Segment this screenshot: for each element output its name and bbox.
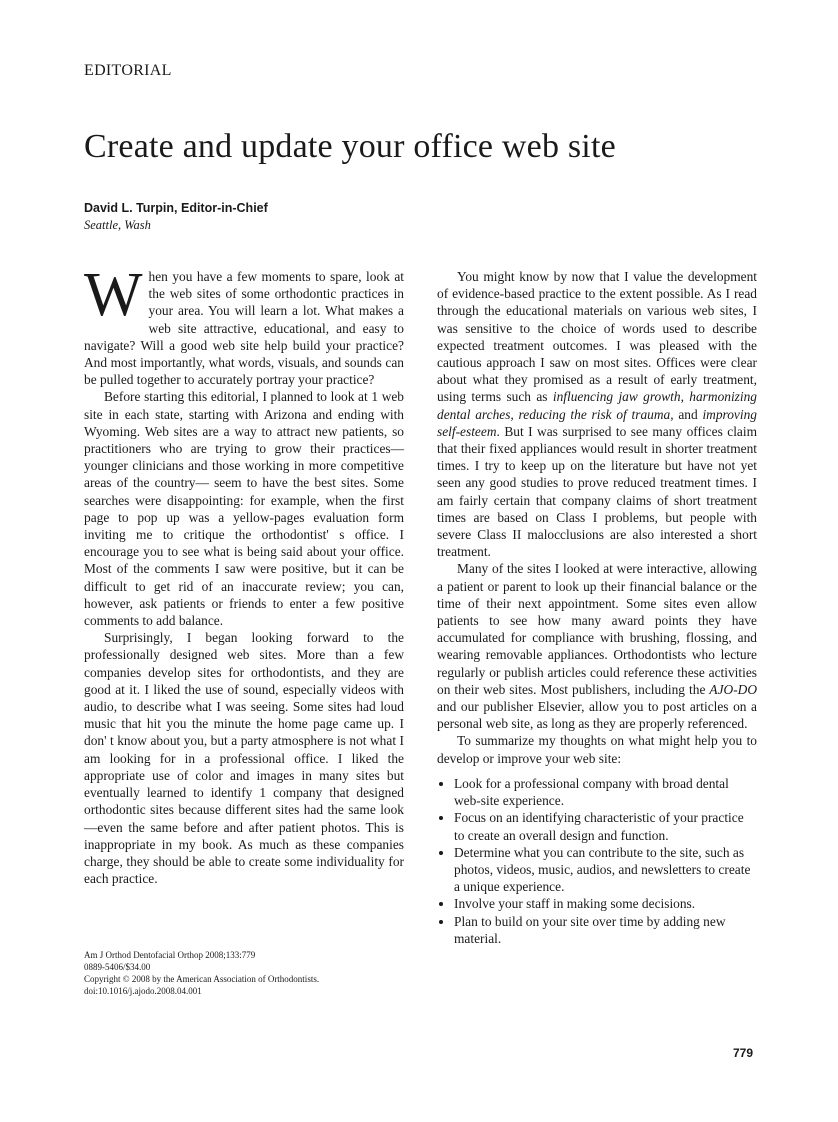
right-p1-italic-terms: influencing jaw growth, harmonizing dental arches, reducing the risk of trauma, — [437, 389, 757, 422]
list-item: • Involve your staff in making some decisions. — [454, 895, 757, 912]
right-paragraph-3: To summarize my thoughts on what might help you to develop or improve your web site: — [437, 733, 757, 766]
right-p1-italic-term: improving self-esteem — [437, 406, 757, 439]
page-number: 779 — [733, 1046, 754, 1060]
issn: 0889-5406/$34.00 — [84, 962, 151, 972]
left-paragraph-1-text: hen you have a few moments to spare, look at the web sites of some orthodontic practices in your area. You will learn a lot. What makes a web site attractive, educational, and easy to navigate? Will a good web site help build your practice? And most importantly, what words, visuals, and sounds can be pulled together to accurately portray your practice? — [84, 269, 404, 388]
list-item: • Plan to build on your site over time by adding new material. — [454, 913, 757, 947]
right-column — [437, 268, 757, 947]
citation: Am J Orthod Dentofacial Orthop 2008;133:779 — [84, 950, 256, 960]
list-item: • Determine what you can contribute to the site, such as photos, videos, music, audios, and newsletters to create a unique experience. — [454, 844, 757, 896]
drop-cap: W — [84, 261, 143, 329]
footnote — [84, 949, 384, 997]
right-paragraph-2 — [437, 560, 757, 732]
right-paragraph-1 — [437, 268, 757, 560]
right-p1-text-b: and — [673, 406, 703, 422]
right-p1-text-a: You might know by now that I value the development of evidence-based practice to the extent possible. As I read through the educational materials on various web sites, I was sensitive to the choice of words used to describe expected treatment outcomes. I was pleased with the cautious approach I saw on most sites. Offices were clear about what they promised as a result of early treatment, using terms such as — [437, 269, 757, 405]
right-p2-text-b: and our publisher Elsevier, allow you to post articles on a personal web site, as long as they are properly referenced. — [437, 699, 757, 732]
doi: doi:10.1016/j.ajodo.2008.04.001 — [84, 986, 202, 996]
right-p2-text-a: Many of the sites I looked at were interactive, allowing a patient or parent to look up their financial balance or the time of their next appointment. Some sites even allow patients to see how many award points they have accumulated for compliance with brushing, flossing, and wearing removable appliances. Orthodontists who lecture regularly or publish articles could reference these activities on their web sites. Most publishers, including the — [437, 561, 757, 697]
list-item: • Look for a professional company with broad dental web-site experience. — [454, 775, 757, 809]
copyright: Copyright © 2008 by the American Association of Orthodontists. — [84, 974, 320, 984]
right-p1-text-c: . But I was surprised to see many offices claim that their fixed appliances would result in shorter treatment times. I try to keep up on the literature but have not yet seen any good studies to prove reduced treatment times. I am fairly certain that company claims of short treatment times are based on Class I problems, but people with severe Class II malocclusions are also interested a short treatment. — [437, 423, 757, 560]
list-item: • Focus on an identifying characteristic of your practice to create an overall design and function. — [454, 809, 757, 843]
left-paragraph-3: Surprisingly, I began looking forward to the professionally designed web sites. More than a few companies develop sites for orthodontists, and they are good at it. I liked the use of sound, especially videos with audio, to describe what I was seeing. Some sites had loud music that hit you the minute the home page came up. I don' t know about you, but a party atmosphere is not what I am looking for in a professional office. I liked the appropriate use of color and images in many sites but eventually learned to identify 1 company that designed orthodontic sites because different sites had the same look—even the same before and after patient photos. This is inappropriate in my book. As much as these companies charge, they should be able to create some individuality for each practice. — [84, 630, 404, 887]
author-name: David L. Turpin, Editor-in-Chief — [84, 201, 268, 215]
author-location: Seattle, Wash — [84, 218, 151, 232]
journal-name: AJO-DO — [709, 681, 757, 697]
recommendation-list — [437, 775, 757, 947]
left-paragraph-1 — [84, 261, 404, 388]
left-column — [84, 261, 404, 887]
article-title: Create and update your office web site — [84, 128, 616, 165]
section-label: EDITORIAL — [84, 62, 172, 79]
left-paragraph-2: Before starting this editorial, I planned to look at 1 web site in each state, starting with Arizona and ending with Wyoming. Web sites are a way to attract new patients, so practitioners who are trying to grow their practices—younger clinicians and those working in more competitive areas of the country— seem to have the best sites. Some searches were disappointing: for example, when the first page to pop up was a yellow-pages evaluation form inviting me to critique the orthodontist' s office. I encourage you to see what is being said about your office. Most of the comments I saw were positive, but it can be difficult to get rid of an inaccurate review; you can, however, ask patients or friends to enter a few positive comments to add balance. — [84, 389, 404, 629]
